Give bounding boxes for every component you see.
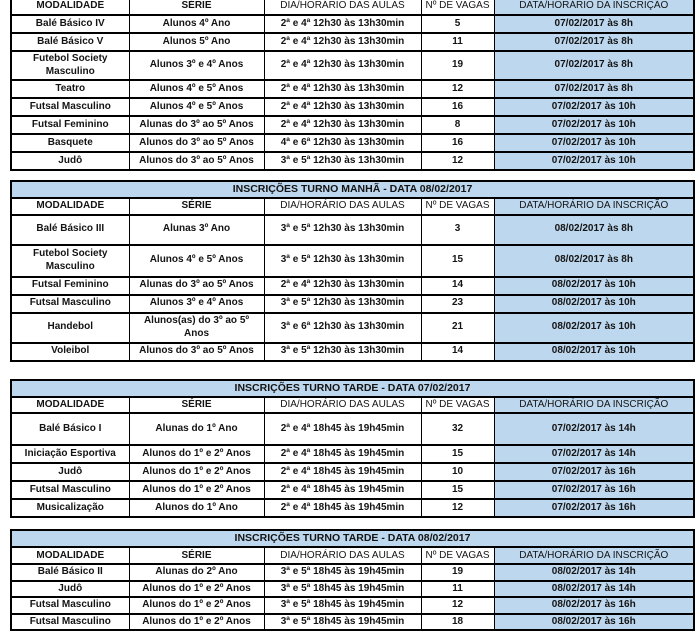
- cell-vagas: 12: [421, 597, 494, 614]
- table-header-row: [11, 0, 694, 15]
- cell-modalidade: Futsal Masculino: [11, 597, 129, 614]
- table-row: [11, 499, 694, 517]
- cell-vagas: 19: [421, 564, 494, 581]
- cell-horario: 3ª e 5ª 12h30 às 13h30min: [264, 295, 421, 313]
- cell-modalidade: Musicalização: [11, 499, 129, 517]
- column-header-vagas: Nº DE VAGAS: [421, 198, 494, 215]
- table-row: [11, 463, 694, 481]
- cell-inscricao: 08/02/2017 às 14h: [494, 564, 694, 581]
- table-header-row: [11, 547, 694, 564]
- table-row: [11, 80, 694, 98]
- cell-horario: 3ª e 5ª 12h30 às 13h30min: [264, 343, 421, 361]
- cell-vagas: 12: [421, 80, 494, 98]
- cell-modalidade: Handebol: [11, 313, 129, 343]
- table-container-turno-manha-08: [10, 180, 700, 362]
- column-header-horario: DIA/HORÁRIO DAS AULAS: [264, 397, 421, 414]
- cell-serie: Alunos do 1º e 2º Anos: [129, 581, 264, 598]
- cell-vagas: 16: [421, 98, 494, 116]
- cell-inscricao: 08/02/2017 às 10h: [494, 295, 694, 313]
- cell-inscricao: 07/02/2017 às 16h: [494, 499, 694, 517]
- table-row: [11, 313, 694, 343]
- cell-horario: 4ª e 6ª 12h30 às 13h30min: [264, 134, 421, 152]
- table-row: [11, 614, 694, 631]
- table-row: [11, 245, 694, 277]
- table-title: INSCRIÇÕES TURNO TARDE - DATA 07/02/2017: [11, 380, 694, 397]
- cell-vagas: 10: [421, 463, 494, 481]
- cell-serie: Alunos do 1º e 2º Anos: [129, 481, 264, 499]
- column-header-modalidade: MODALIDADE: [11, 397, 129, 414]
- column-header-inscricao: DATA/HORÁRIO DA INSCRIÇÃO: [494, 198, 694, 215]
- cell-vagas: 18: [421, 614, 494, 631]
- cell-inscricao: 07/02/2017 às 10h: [494, 98, 694, 116]
- cell-serie: Alunas do 3º ao 5º Anos: [129, 277, 264, 295]
- cell-inscricao: 08/02/2017 às 8h: [494, 215, 694, 245]
- column-header-serie: SÉRIE: [129, 397, 264, 414]
- cell-serie: Alunas do 3º ao 5º Anos: [129, 116, 264, 134]
- cell-modalidade: Futsal Masculino: [11, 614, 129, 631]
- column-header-horario: DIA/HORÁRIO DAS AULAS: [264, 198, 421, 215]
- cell-serie: Alunos do 3º ao 5º Anos: [129, 343, 264, 361]
- table-title: INSCRIÇÕES TURNO TARDE - DATA 08/02/2017: [11, 530, 694, 547]
- cell-horario: 2ª e 4ª 12h30 às 13h30min: [264, 33, 421, 51]
- cell-modalidade: Judô: [11, 152, 129, 170]
- cell-horario: 3ª e 5ª 18h45 às 19h45min: [264, 614, 421, 631]
- column-header-modalidade: MODALIDADE: [11, 198, 129, 215]
- column-header-serie: SÉRIE: [129, 198, 264, 215]
- cell-modalidade: Futsal Masculino: [11, 481, 129, 499]
- cell-horario: 3ª e 5ª 12h30 às 13h30min: [264, 215, 421, 245]
- column-header-inscricao: DATA/HORÁRIO DA INSCRIÇÃO: [494, 397, 694, 414]
- cell-inscricao: 08/02/2017 às 8h: [494, 245, 694, 277]
- cell-inscricao: 08/02/2017 às 10h: [494, 277, 694, 295]
- table-row: [11, 33, 694, 51]
- table-title-row: [11, 380, 694, 397]
- table-row: [11, 215, 694, 245]
- cell-horario: 2ª e 4ª 18h45 às 19h45min: [264, 413, 421, 445]
- cell-modalidade: Balé Básico V: [11, 33, 129, 51]
- cell-serie: Alunos do 1º e 2º Anos: [129, 597, 264, 614]
- table-title: INSCRIÇÕES TURNO MANHÃ - DATA 08/02/2017: [11, 181, 694, 198]
- cell-inscricao: 07/02/2017 às 10h: [494, 134, 694, 152]
- cell-inscricao: 08/02/2017 às 10h: [494, 313, 694, 343]
- table-header-row: [11, 198, 694, 215]
- cell-vagas: 5: [421, 15, 494, 33]
- table-container-turno-tarde-08: [10, 529, 700, 631]
- column-header-inscricao: DATA/HORÁRIO DA INSCRIÇÃO: [494, 547, 694, 564]
- table-row: [11, 343, 694, 361]
- column-header-modalidade: MODALIDADE: [11, 547, 129, 564]
- cell-vagas: 23: [421, 295, 494, 313]
- table-row: [11, 445, 694, 463]
- cell-inscricao: 07/02/2017 às 16h: [494, 481, 694, 499]
- column-header-horario: DIA/HORÁRIO DAS AULAS: [264, 0, 421, 15]
- cell-serie: Alunos do 1º e 2º Anos: [129, 445, 264, 463]
- column-header-serie: SÉRIE: [129, 547, 264, 564]
- cell-horario: 2ª e 4ª 12h30 às 13h30min: [264, 98, 421, 116]
- cell-horario: 2ª e 4ª 12h30 às 13h30min: [264, 51, 421, 80]
- cell-vagas: 8: [421, 116, 494, 134]
- cell-horario: 3ª e 5ª 12h30 às 13h30min: [264, 245, 421, 277]
- cell-horario: 2ª e 4ª 18h45 às 19h45min: [264, 481, 421, 499]
- cell-modalidade: Basquete: [11, 134, 129, 152]
- cell-vagas: 21: [421, 313, 494, 343]
- cell-modalidade: Balé Básico I: [11, 413, 129, 445]
- cell-vagas: 15: [421, 245, 494, 277]
- cell-serie: Alunos 3º e 4º Anos: [129, 295, 264, 313]
- cell-horario: 2ª e 4ª 18h45 às 19h45min: [264, 463, 421, 481]
- cell-vagas: 14: [421, 277, 494, 295]
- cell-serie: Alunas 3º Ano: [129, 215, 264, 245]
- cell-modalidade: Futebol Society Masculino: [11, 51, 129, 80]
- table-container-turno-tarde-07: [10, 379, 700, 519]
- cell-modalidade: Judô: [11, 581, 129, 598]
- cell-inscricao: 07/02/2017 às 14h: [494, 445, 694, 463]
- table-title-row: [11, 530, 694, 547]
- table-container-turno-manha-07: [10, 0, 700, 171]
- cell-horario: 2ª e 4ª 12h30 às 13h30min: [264, 277, 421, 295]
- column-header-serie: SÉRIE: [129, 0, 264, 15]
- cell-modalidade: Futsal Masculino: [11, 98, 129, 116]
- cell-inscricao: 08/02/2017 às 16h: [494, 597, 694, 614]
- cell-serie: Alunos do 1º e 2º Anos: [129, 463, 264, 481]
- cell-inscricao: 08/02/2017 às 16h: [494, 614, 694, 631]
- cell-inscricao: 07/02/2017 às 16h: [494, 463, 694, 481]
- column-header-vagas: Nº DE VAGAS: [421, 0, 494, 15]
- schedule-table-3: [10, 379, 695, 519]
- cell-inscricao: 07/02/2017 às 8h: [494, 33, 694, 51]
- cell-horario: 3ª e 5ª 18h45 às 19h45min: [264, 564, 421, 581]
- cell-inscricao: 07/02/2017 às 10h: [494, 152, 694, 170]
- table-title-row: [11, 181, 694, 198]
- cell-vagas: 32: [421, 413, 494, 445]
- cell-modalidade: Futsal Feminino: [11, 277, 129, 295]
- cell-modalidade: Futsal Masculino: [11, 295, 129, 313]
- column-header-horario: DIA/HORÁRIO DAS AULAS: [264, 547, 421, 564]
- cell-serie: Alunos 3º e 4º Anos: [129, 51, 264, 80]
- cell-serie: Alunos do 3º ao 5º Anos: [129, 134, 264, 152]
- column-header-vagas: Nº DE VAGAS: [421, 397, 494, 414]
- column-header-modalidade: MODALIDADE: [11, 0, 129, 15]
- cell-vagas: 15: [421, 481, 494, 499]
- cell-serie: Alunos(as) do 3º ao 5º Anos: [129, 313, 264, 343]
- cell-serie: Alunos do 1º e 2º Anos: [129, 614, 264, 631]
- cell-serie: Alunas do 1º Ano: [129, 413, 264, 445]
- schedule-table-4: [10, 529, 695, 631]
- cell-modalidade: Judô: [11, 463, 129, 481]
- cell-modalidade: Balé Básico III: [11, 215, 129, 245]
- cell-vagas: 19: [421, 51, 494, 80]
- cell-serie: Alunos do 3º ao 5º Anos: [129, 152, 264, 170]
- cell-serie: Alunos 4º e 5º Anos: [129, 80, 264, 98]
- cell-modalidade: Voleibol: [11, 343, 129, 361]
- table-row: [11, 295, 694, 313]
- cell-vagas: 12: [421, 499, 494, 517]
- cell-inscricao: 08/02/2017 às 10h: [494, 343, 694, 361]
- schedule-table-1: [10, 0, 695, 171]
- table-row: [11, 152, 694, 170]
- cell-horario: 3ª e 6ª 12h30 às 13h30min: [264, 313, 421, 343]
- cell-modalidade: Futebol Society Masculino: [11, 245, 129, 277]
- cell-horario: 2ª e 4ª 12h30 às 13h30min: [264, 116, 421, 134]
- table-row: [11, 98, 694, 116]
- cell-horario: 3ª e 5ª 18h45 às 19h45min: [264, 597, 421, 614]
- cell-serie: Alunos do 1º Ano: [129, 499, 264, 517]
- table-row: [11, 481, 694, 499]
- cell-serie: Alunos 4º e 5º Anos: [129, 98, 264, 116]
- table-row: [11, 564, 694, 581]
- cell-modalidade: Balé Básico II: [11, 564, 129, 581]
- cell-serie: Alunas do 2º Ano: [129, 564, 264, 581]
- cell-serie: Alunos 4º Ano: [129, 15, 264, 33]
- cell-inscricao: 07/02/2017 às 8h: [494, 15, 694, 33]
- table-row: [11, 413, 694, 445]
- table-row: [11, 15, 694, 33]
- cell-inscricao: 07/02/2017 às 14h: [494, 413, 694, 445]
- cell-horario: 2ª e 4ª 12h30 às 13h30min: [264, 80, 421, 98]
- schedule-table-2: [10, 180, 695, 362]
- cell-vagas: 15: [421, 445, 494, 463]
- cell-inscricao: 07/02/2017 às 8h: [494, 51, 694, 80]
- column-header-inscricao: DATA/HORÁRIO DA INSCRIÇÃO: [494, 0, 694, 15]
- table-header-row: [11, 397, 694, 414]
- cell-horario: 3ª e 5ª 18h45 às 19h45min: [264, 581, 421, 598]
- cell-vagas: 11: [421, 33, 494, 51]
- table-row: [11, 134, 694, 152]
- cell-horario: 2ª e 4ª 18h45 às 19h45min: [264, 499, 421, 517]
- cell-vagas: 3: [421, 215, 494, 245]
- table-row: [11, 116, 694, 134]
- cell-vagas: 11: [421, 581, 494, 598]
- table-row: [11, 581, 694, 598]
- column-header-vagas: Nº DE VAGAS: [421, 547, 494, 564]
- cell-modalidade: Teatro: [11, 80, 129, 98]
- cell-modalidade: Futsal Feminino: [11, 116, 129, 134]
- cell-horario: 2ª e 4ª 12h30 às 13h30min: [264, 15, 421, 33]
- cell-modalidade: Iniciação Esportiva: [11, 445, 129, 463]
- cell-horario: 3ª e 5ª 12h30 às 13h30min: [264, 152, 421, 170]
- cell-vagas: 12: [421, 152, 494, 170]
- cell-horario: 2ª e 4ª 18h45 às 19h45min: [264, 445, 421, 463]
- table-row: [11, 51, 694, 80]
- cell-vagas: 16: [421, 134, 494, 152]
- cell-inscricao: 07/02/2017 às 10h: [494, 116, 694, 134]
- cell-serie: Alunos 4º e 5º Anos: [129, 245, 264, 277]
- cell-inscricao: 07/02/2017 às 8h: [494, 80, 694, 98]
- cell-inscricao: 08/02/2017 às 14h: [494, 581, 694, 598]
- table-row: [11, 597, 694, 614]
- cell-vagas: 14: [421, 343, 494, 361]
- table-row: [11, 277, 694, 295]
- cell-serie: Alunos 5º Ano: [129, 33, 264, 51]
- cell-modalidade: Balé Básico IV: [11, 15, 129, 33]
